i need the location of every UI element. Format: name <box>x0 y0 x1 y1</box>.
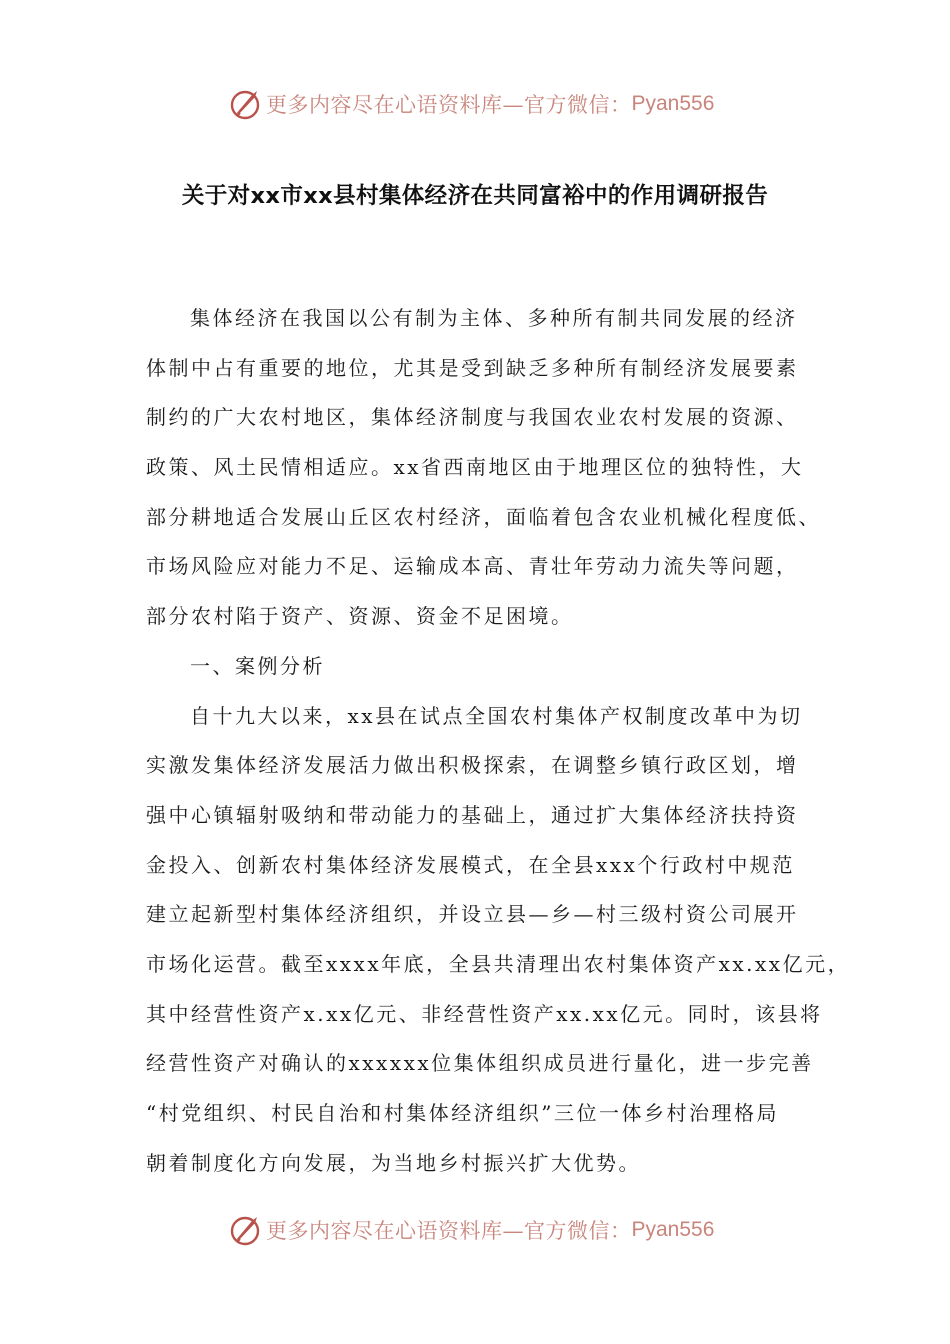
text-line: 经营性资产对确认的xxxxxx位集体组织成员进行量化，进一步完善 <box>146 1051 814 1076</box>
banner-text: 更多内容尽在心语资料库—官方微信： <box>266 1219 632 1243</box>
document-title: 关于对xx市xx县村集体经济在共同富裕中的作用调研报告 <box>181 183 769 209</box>
text-line: 集体经济在我国以公有制为主体、多种所有制共同发展的经济 <box>190 306 798 330</box>
pen-logo-icon <box>228 1212 264 1248</box>
text-line: “村党组织、村民自治和村集体经济组织”三位一体乡村治理格局 <box>146 1101 779 1125</box>
banner-wechat-id: Pyan556 <box>631 1218 715 1241</box>
document-body <box>146 300 851 1194</box>
text-line: 建立起新型村集体经济组织，并设立县—乡—村三级村资公司展开 <box>146 902 799 927</box>
text-line: 自十九大以来，xx县在试点全国农村集体产权制度改革中为切 <box>190 703 803 728</box>
text-line: 部分农村陷于资产、资源、资金不足困境。 <box>146 604 574 629</box>
text-line: 市场风险应对能力不足、运输成本高、青壮年劳动力流失等问题， <box>146 554 799 579</box>
text-line: 部分耕地适合发展山丘区农村经济，面临着包含农业机械化程度低、 <box>146 504 821 529</box>
text-line: 制约的广大农村地区，集体经济制度与我国农业农村发展的资源、 <box>146 405 799 430</box>
text-line: 实激发集体经济发展活力做出积极探索，在调整乡镇行政区划，增 <box>146 753 799 778</box>
text-line: 政策、风土民情相适应。xx省西南地区由于地理区位的独特性，大 <box>146 455 804 480</box>
banner-text: 更多内容尽在心语资料库—官方微信： <box>266 93 632 117</box>
footer-watermark-banner <box>228 1210 714 1250</box>
text-line: 强中心镇辐射吸纳和带动能力的基础上，通过扩大集体经济扶持资 <box>146 802 799 827</box>
pen-logo-icon <box>228 86 264 122</box>
text-line: 市场化运营。截至xxxx年底，全县共清理出农村集体资产xx.xx亿元， <box>146 951 851 976</box>
text-line: 朝着制度化方向发展，为当地乡村振兴扩大优势。 <box>146 1150 641 1175</box>
header-watermark-banner <box>228 84 714 124</box>
section-heading: 一、案例分析 <box>190 653 325 678</box>
text-line: 金投入、创新农村集体经济发展模式，在全县xxx个行政村中规范 <box>146 852 795 877</box>
banner-wechat-id: Pyan556 <box>631 92 715 115</box>
text-line: 体制中占有重要的地位，尤其是受到缺乏多种所有制经济发展要素 <box>146 355 799 380</box>
text-line: 其中经营性资产x.xx亿元、非经营性资产xx.xx亿元。同时，该县将 <box>146 1001 823 1026</box>
